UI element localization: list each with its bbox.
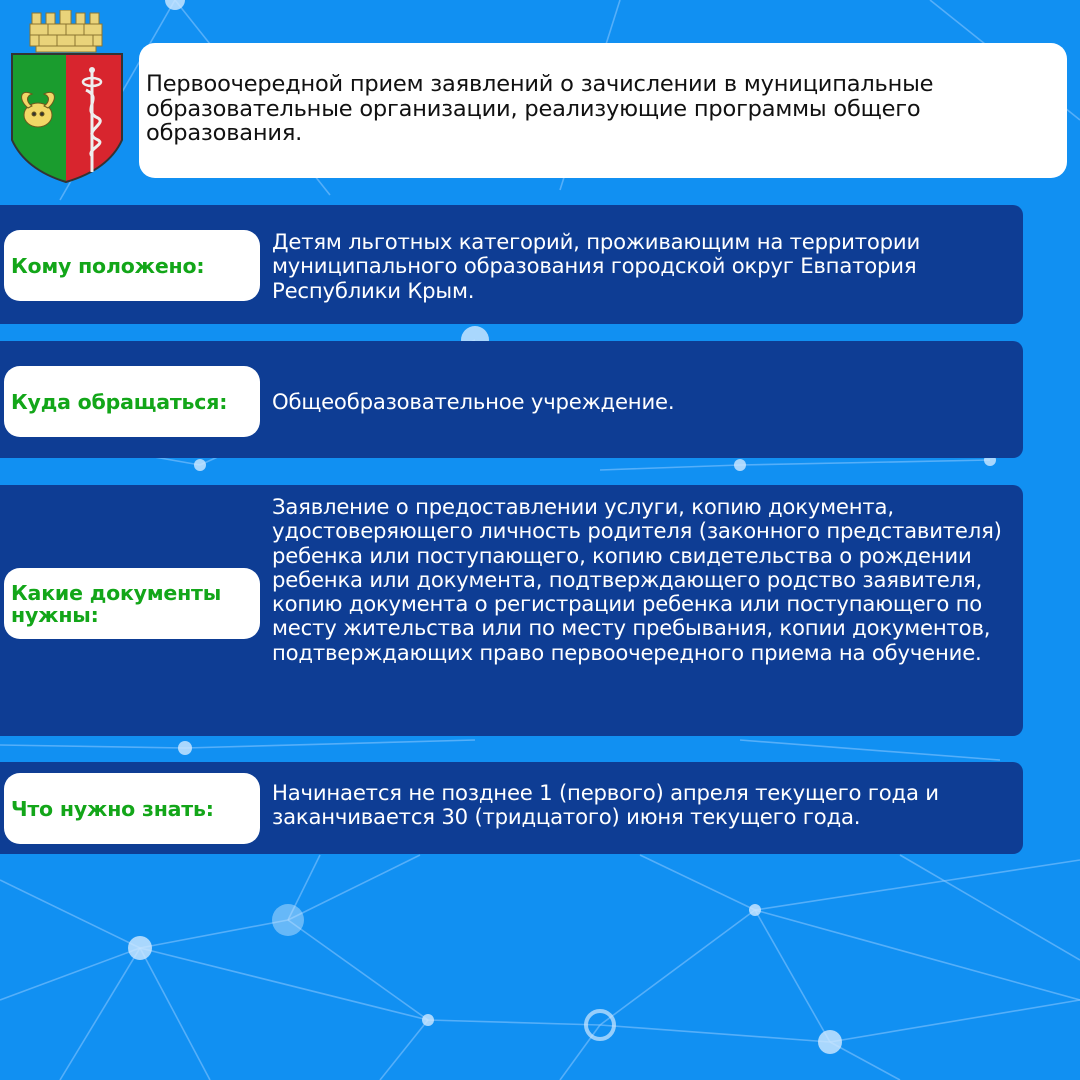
section-text: Заявление о предоставлении услуги, копию документа, удостоверяющего личность родителя (законного представителя) ребенка или поступающего, копию свидетельства о рождении ребенка или документа, подтверждающего родство заявителя, копию документа о регистрации ребенка или поступающего по месту жительства или по месту пребывания, копии документов, подтверждающих право первоочередного приема на обучение.	[272, 494, 1002, 665]
section-label-box	[4, 773, 260, 844]
section-label: Куда обращаться:	[11, 389, 228, 414]
section-text: Детям льготных категорий, проживающим на территории муниципального образования городской округ Евпатория Республики Крым.	[272, 229, 921, 303]
title-card	[139, 43, 1067, 178]
section-label-box	[4, 230, 260, 301]
section-where-to-apply	[0, 341, 1023, 458]
city-coat-of-arms	[8, 10, 130, 185]
page-title: Первоочередной прием заявлений о зачислении в муниципальные образовательные организации, реализующие программы общего образования.	[146, 71, 934, 146]
section-label: Какие документы нужны:	[11, 580, 222, 627]
section-eligibility	[0, 205, 1023, 324]
section-label: Что нужно знать:	[11, 796, 214, 821]
section-required-documents	[0, 485, 1023, 736]
section-need-to-know	[0, 762, 1023, 854]
section-label: Кому положено:	[11, 253, 205, 278]
section-label-box	[4, 568, 260, 639]
section-label-box	[4, 366, 260, 437]
section-text: Начинается не позднее 1 (первого) апреля текущего года и заканчивается 30 (тридцатого) июня текущего года.	[272, 780, 939, 830]
section-text: Общеобразовательное учреждение.	[272, 389, 675, 414]
